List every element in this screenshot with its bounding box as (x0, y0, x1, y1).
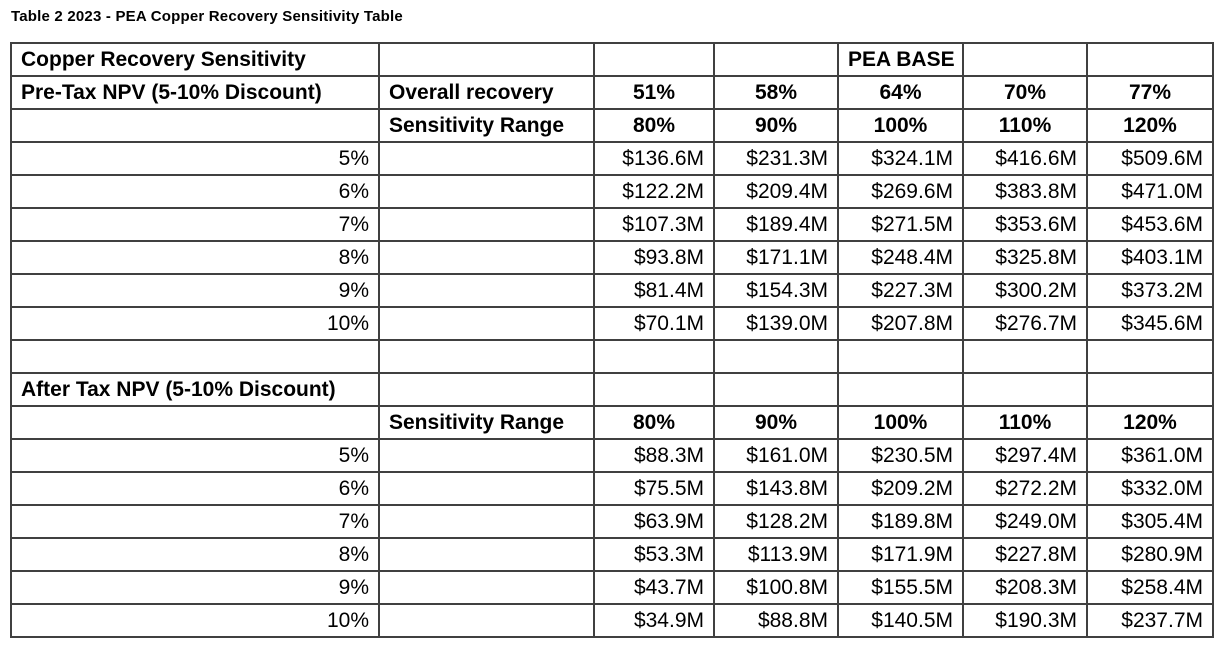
overall-recovery-label-cell: Overall recovery (379, 76, 594, 109)
discount-rate-cell: 5% (11, 439, 379, 472)
table-row (11, 406, 1213, 439)
table-row (11, 373, 1213, 406)
empty-cell (379, 340, 594, 373)
npv-value-cell: $324.1M (838, 142, 963, 175)
discount-rate-cell: 8% (11, 538, 379, 571)
npv-value-cell: $271.5M (838, 208, 963, 241)
empty-cell (838, 373, 963, 406)
discount-rate-cell: 9% (11, 571, 379, 604)
sensitivity-range-cell: 90% (714, 406, 838, 439)
empty-cell (714, 43, 838, 76)
npv-value-cell: $75.5M (594, 472, 714, 505)
table-row (11, 142, 1213, 175)
npv-value-cell: $208.3M (963, 571, 1087, 604)
npv-value-cell: $143.8M (714, 472, 838, 505)
npv-value-cell: $189.8M (838, 505, 963, 538)
table-row (11, 439, 1213, 472)
discount-rate-cell: 6% (11, 472, 379, 505)
pea-base-label-cell: PEA BASE (838, 43, 963, 76)
npv-value-cell: $403.1M (1087, 241, 1213, 274)
npv-value-cell: $248.4M (838, 241, 963, 274)
empty-cell (838, 340, 963, 373)
empty-cell (11, 406, 379, 439)
empty-cell (379, 241, 594, 274)
empty-cell (1087, 43, 1213, 76)
npv-value-cell: $189.4M (714, 208, 838, 241)
empty-cell (379, 439, 594, 472)
corner-header-cell: Copper Recovery Sensitivity (11, 43, 379, 76)
npv-value-cell: $453.6M (1087, 208, 1213, 241)
sensitivity-range-label-cell: Sensitivity Range (379, 109, 594, 142)
npv-value-cell: $361.0M (1087, 439, 1213, 472)
npv-value-cell: $325.8M (963, 241, 1087, 274)
sensitivity-range-cell: 110% (963, 406, 1087, 439)
table-row (11, 175, 1213, 208)
empty-cell (379, 373, 594, 406)
npv-value-cell: $471.0M (1087, 175, 1213, 208)
aftertax-section-header-cell: After Tax NPV (5-10% Discount) (11, 373, 379, 406)
npv-value-cell: $269.6M (838, 175, 963, 208)
sensitivity-range-cell: 120% (1087, 406, 1213, 439)
npv-value-cell: $207.8M (838, 307, 963, 340)
npv-value-cell: $280.9M (1087, 538, 1213, 571)
npv-value-cell: $81.4M (594, 274, 714, 307)
empty-cell (379, 604, 594, 637)
npv-value-cell: $332.0M (1087, 472, 1213, 505)
npv-value-cell: $43.7M (594, 571, 714, 604)
empty-cell (963, 340, 1087, 373)
npv-value-cell: $353.6M (963, 208, 1087, 241)
empty-cell (379, 142, 594, 175)
copper-recovery-sensitivity-table (10, 42, 1214, 638)
npv-value-cell: $128.2M (714, 505, 838, 538)
table-row (11, 472, 1213, 505)
npv-value-cell: $140.5M (838, 604, 963, 637)
npv-value-cell: $416.6M (963, 142, 1087, 175)
empty-cell (963, 373, 1087, 406)
empty-cell (379, 307, 594, 340)
npv-value-cell: $231.3M (714, 142, 838, 175)
npv-value-cell: $113.9M (714, 538, 838, 571)
table-row (11, 274, 1213, 307)
empty-cell (379, 472, 594, 505)
npv-value-cell: $227.8M (963, 538, 1087, 571)
table-row (11, 505, 1213, 538)
npv-value-cell: $155.5M (838, 571, 963, 604)
overall-recovery-cell: 58% (714, 76, 838, 109)
npv-value-cell: $93.8M (594, 241, 714, 274)
sensitivity-range-cell: 110% (963, 109, 1087, 142)
npv-value-cell: $53.3M (594, 538, 714, 571)
empty-cell (963, 43, 1087, 76)
discount-rate-cell: 10% (11, 307, 379, 340)
discount-rate-cell: 7% (11, 505, 379, 538)
npv-value-cell: $70.1M (594, 307, 714, 340)
discount-rate-cell: 10% (11, 604, 379, 637)
discount-rate-cell: 5% (11, 142, 379, 175)
table-row (11, 43, 1213, 76)
sensitivity-range-label-cell: Sensitivity Range (379, 406, 594, 439)
npv-value-cell: $345.6M (1087, 307, 1213, 340)
npv-value-cell: $107.3M (594, 208, 714, 241)
npv-value-cell: $63.9M (594, 505, 714, 538)
table-title: Table 2 2023 - PEA Copper Recovery Sensitivity Table (11, 8, 403, 25)
discount-rate-cell: 6% (11, 175, 379, 208)
empty-cell (594, 43, 714, 76)
overall-recovery-cell: 64% (838, 76, 963, 109)
npv-value-cell: $139.0M (714, 307, 838, 340)
discount-rate-cell: 9% (11, 274, 379, 307)
npv-value-cell: $209.2M (838, 472, 963, 505)
empty-cell (379, 208, 594, 241)
discount-rate-cell: 8% (11, 241, 379, 274)
empty-cell (379, 571, 594, 604)
npv-value-cell: $509.6M (1087, 142, 1213, 175)
sensitivity-range-cell: 100% (838, 406, 963, 439)
table-row (11, 241, 1213, 274)
npv-value-cell: $100.8M (714, 571, 838, 604)
empty-cell (594, 340, 714, 373)
empty-cell (11, 109, 379, 142)
sensitivity-range-cell: 90% (714, 109, 838, 142)
npv-value-cell: $34.9M (594, 604, 714, 637)
overall-recovery-cell: 77% (1087, 76, 1213, 109)
npv-value-cell: $305.4M (1087, 505, 1213, 538)
npv-value-cell: $161.0M (714, 439, 838, 472)
overall-recovery-cell: 70% (963, 76, 1087, 109)
empty-cell (379, 43, 594, 76)
empty-cell (379, 538, 594, 571)
table-row (11, 604, 1213, 637)
npv-value-cell: $190.3M (963, 604, 1087, 637)
npv-value-cell: $171.1M (714, 241, 838, 274)
discount-rate-cell: 7% (11, 208, 379, 241)
npv-value-cell: $171.9M (838, 538, 963, 571)
npv-value-cell: $154.3M (714, 274, 838, 307)
sensitivity-range-cell: 80% (594, 109, 714, 142)
empty-cell (1087, 340, 1213, 373)
npv-value-cell: $276.7M (963, 307, 1087, 340)
overall-recovery-cell: 51% (594, 76, 714, 109)
empty-cell (379, 505, 594, 538)
npv-value-cell: $297.4M (963, 439, 1087, 472)
spacer-row (11, 340, 1213, 373)
empty-cell (1087, 373, 1213, 406)
npv-value-cell: $122.2M (594, 175, 714, 208)
empty-cell (594, 373, 714, 406)
npv-value-cell: $209.4M (714, 175, 838, 208)
empty-cell (714, 340, 838, 373)
npv-value-cell: $227.3M (838, 274, 963, 307)
sensitivity-range-cell: 80% (594, 406, 714, 439)
table-row (11, 109, 1213, 142)
table-row (11, 208, 1213, 241)
npv-value-cell: $88.8M (714, 604, 838, 637)
npv-value-cell: $258.4M (1087, 571, 1213, 604)
npv-value-cell: $383.8M (963, 175, 1087, 208)
empty-cell (714, 373, 838, 406)
sensitivity-range-cell: 120% (1087, 109, 1213, 142)
npv-value-cell: $230.5M (838, 439, 963, 472)
npv-value-cell: $272.2M (963, 472, 1087, 505)
npv-value-cell: $237.7M (1087, 604, 1213, 637)
npv-value-cell: $300.2M (963, 274, 1087, 307)
empty-cell (379, 175, 594, 208)
empty-cell (379, 274, 594, 307)
table-row (11, 76, 1213, 109)
table-row (11, 307, 1213, 340)
empty-cell (11, 340, 379, 373)
npv-value-cell: $373.2M (1087, 274, 1213, 307)
pretax-section-header-cell: Pre-Tax NPV (5-10% Discount) (11, 76, 379, 109)
npv-value-cell: $88.3M (594, 439, 714, 472)
npv-value-cell: $136.6M (594, 142, 714, 175)
table-row (11, 538, 1213, 571)
table-row (11, 571, 1213, 604)
sensitivity-range-cell: 100% (838, 109, 963, 142)
npv-value-cell: $249.0M (963, 505, 1087, 538)
